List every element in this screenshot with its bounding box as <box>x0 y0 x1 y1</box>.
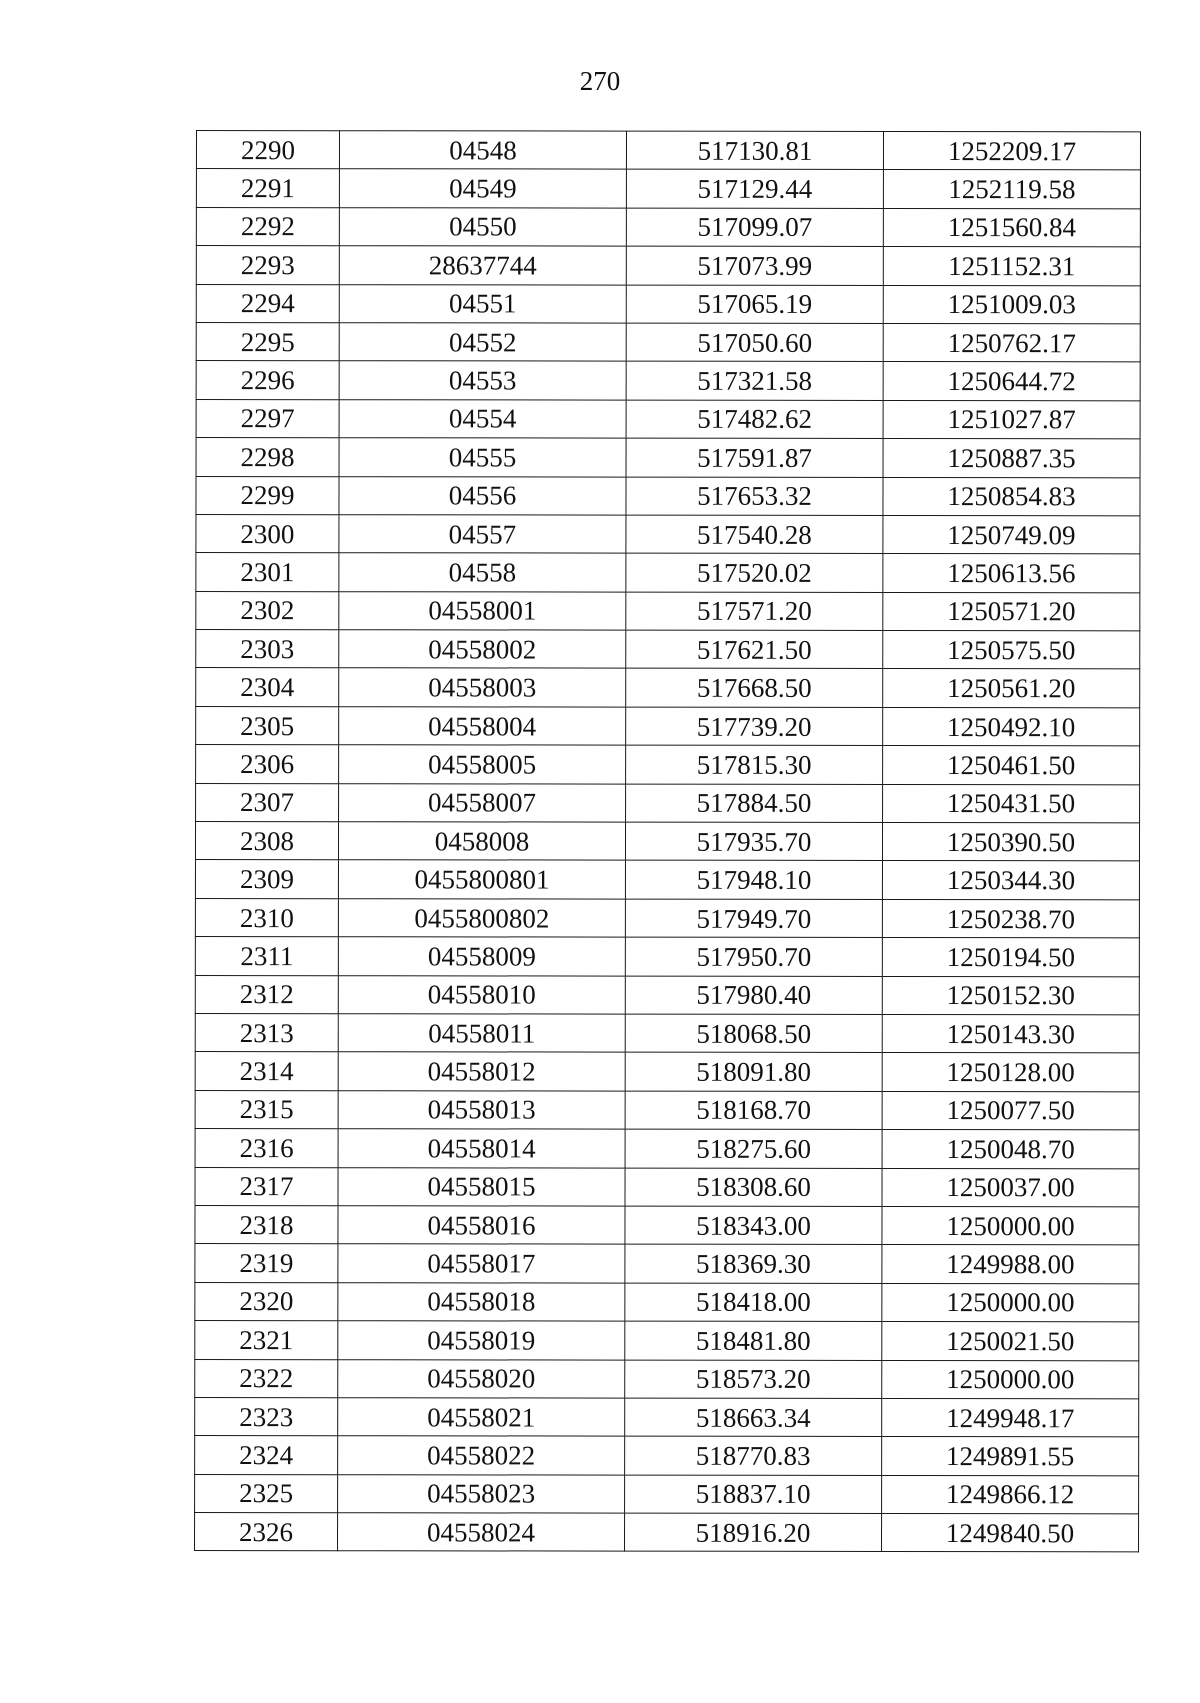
table-row <box>195 1129 1139 1169</box>
x-coordinate-cell: 517950.70 <box>625 937 882 976</box>
x-coordinate-cell: 518418.00 <box>625 1283 882 1322</box>
point-id-cell: 0458008 <box>338 822 625 861</box>
y-coordinate-cell: 1250344.30 <box>882 861 1139 900</box>
y-coordinate-cell: 1251027.87 <box>883 400 1140 439</box>
point-id-cell: 04548 <box>339 131 626 170</box>
x-coordinate-cell: 517949.70 <box>625 899 882 938</box>
row-index-cell: 2326 <box>195 1513 338 1552</box>
table-row <box>196 783 1140 823</box>
table-body <box>195 131 1141 1553</box>
table-row <box>196 246 1140 286</box>
y-coordinate-cell: 1252209.17 <box>883 131 1140 170</box>
row-index-cell: 2307 <box>196 783 339 822</box>
row-index-cell: 2323 <box>195 1397 338 1436</box>
y-coordinate-cell: 1250390.50 <box>882 822 1139 861</box>
row-index-cell: 2298 <box>196 438 339 477</box>
table-row <box>196 284 1140 324</box>
point-id-cell: 04550 <box>339 207 626 246</box>
table-row <box>195 1167 1139 1207</box>
x-coordinate-cell: 518068.50 <box>625 1014 882 1053</box>
x-coordinate-cell: 517948.10 <box>625 861 882 900</box>
y-coordinate-cell: 1250000.00 <box>882 1283 1139 1322</box>
table-row <box>195 975 1139 1015</box>
y-coordinate-cell: 1250000.00 <box>882 1206 1139 1245</box>
row-index-cell: 2292 <box>196 207 339 246</box>
y-coordinate-cell: 1250575.50 <box>883 631 1140 670</box>
x-coordinate-cell: 517571.20 <box>626 592 883 631</box>
point-id-cell: 04558024 <box>338 1513 625 1552</box>
row-index-cell: 2310 <box>195 898 338 937</box>
row-index-cell: 2300 <box>196 514 339 553</box>
x-coordinate-cell: 517065.19 <box>626 285 883 324</box>
row-index-cell: 2319 <box>195 1244 338 1283</box>
y-coordinate-cell: 1252119.58 <box>883 170 1140 209</box>
row-index-cell: 2304 <box>196 668 339 707</box>
table-row <box>195 898 1139 938</box>
row-index-cell: 2311 <box>195 937 338 976</box>
y-coordinate-cell: 1249891.55 <box>882 1437 1139 1476</box>
y-coordinate-cell: 1251152.31 <box>883 247 1140 286</box>
x-coordinate-cell: 517668.50 <box>626 669 883 708</box>
row-index-cell: 2324 <box>195 1436 338 1475</box>
point-id-cell: 04558007 <box>339 783 626 822</box>
point-id-cell: 04558011 <box>338 1014 625 1053</box>
point-id-cell: 04558020 <box>338 1359 625 1398</box>
x-coordinate-cell: 518916.20 <box>625 1513 882 1552</box>
x-coordinate-cell: 518091.80 <box>625 1052 882 1091</box>
x-coordinate-cell: 518275.60 <box>625 1129 882 1168</box>
point-id-cell: 04558023 <box>338 1474 625 1513</box>
table-row <box>195 860 1139 900</box>
point-id-cell: 04558010 <box>338 975 625 1014</box>
point-id-cell: 04558014 <box>338 1129 625 1168</box>
row-index-cell: 2308 <box>195 822 338 861</box>
y-coordinate-cell: 1250887.35 <box>883 439 1140 478</box>
point-id-cell: 04557 <box>339 515 626 554</box>
x-coordinate-cell: 517482.62 <box>626 400 883 439</box>
table-row <box>196 438 1140 478</box>
x-coordinate-cell: 517129.44 <box>626 169 883 208</box>
table-row <box>195 1321 1139 1361</box>
point-id-cell: 04558012 <box>338 1052 625 1091</box>
x-coordinate-cell: 518663.34 <box>625 1398 882 1437</box>
x-coordinate-cell: 518168.70 <box>625 1091 882 1130</box>
y-coordinate-cell: 1250128.00 <box>882 1053 1139 1092</box>
x-coordinate-cell: 517621.50 <box>626 630 883 669</box>
point-id-cell: 04552 <box>339 323 626 362</box>
y-coordinate-cell: 1250854.83 <box>883 477 1140 516</box>
y-coordinate-cell: 1250644.72 <box>883 362 1140 401</box>
point-id-cell: 04558021 <box>338 1398 625 1437</box>
table-row <box>195 1090 1139 1130</box>
row-index-cell: 2296 <box>196 361 339 400</box>
table-row <box>195 1474 1139 1514</box>
row-index-cell: 2293 <box>196 246 339 285</box>
point-id-cell: 04558 <box>339 553 626 592</box>
row-index-cell: 2301 <box>196 553 339 592</box>
table-row <box>196 361 1140 401</box>
point-id-cell: 04558002 <box>339 630 626 669</box>
x-coordinate-cell: 517653.32 <box>626 477 883 516</box>
x-coordinate-cell: 517130.81 <box>626 131 883 170</box>
table-row <box>195 1052 1139 1092</box>
point-id-cell: 04558015 <box>338 1167 625 1206</box>
y-coordinate-cell: 1250037.00 <box>882 1168 1139 1207</box>
row-index-cell: 2325 <box>195 1474 338 1513</box>
coordinates-table-container <box>194 130 1140 1553</box>
y-coordinate-cell: 1251560.84 <box>883 208 1140 247</box>
y-coordinate-cell: 1250077.50 <box>882 1091 1139 1130</box>
x-coordinate-cell: 517980.40 <box>625 976 882 1015</box>
point-id-cell: 04551 <box>339 284 626 323</box>
point-id-cell: 04553 <box>339 361 626 400</box>
y-coordinate-cell: 1250238.70 <box>882 899 1139 938</box>
x-coordinate-cell: 518573.20 <box>625 1360 882 1399</box>
point-id-cell: 04558005 <box>339 745 626 784</box>
row-index-cell: 2316 <box>195 1129 338 1168</box>
row-index-cell: 2306 <box>196 745 339 784</box>
point-id-cell: 0455800801 <box>338 860 625 899</box>
x-coordinate-cell: 518837.10 <box>625 1475 882 1514</box>
row-index-cell: 2315 <box>195 1090 338 1129</box>
row-index-cell: 2321 <box>195 1321 338 1360</box>
y-coordinate-cell: 1250194.50 <box>882 938 1139 977</box>
table-row <box>196 399 1140 439</box>
table-row <box>195 1359 1139 1399</box>
row-index-cell: 2299 <box>196 476 339 515</box>
table-row <box>196 706 1140 746</box>
x-coordinate-cell: 517520.02 <box>626 553 883 592</box>
y-coordinate-cell: 1251009.03 <box>883 285 1140 324</box>
table-row <box>196 630 1140 670</box>
table-row <box>195 1436 1139 1476</box>
table-row <box>196 668 1140 708</box>
row-index-cell: 2312 <box>195 975 338 1014</box>
table-row <box>196 131 1140 171</box>
row-index-cell: 2305 <box>196 706 339 745</box>
y-coordinate-cell: 1249840.50 <box>882 1514 1139 1553</box>
table-row <box>195 937 1139 977</box>
table-row <box>195 1513 1139 1553</box>
x-coordinate-cell: 517099.07 <box>626 208 883 247</box>
x-coordinate-cell: 518369.30 <box>625 1244 882 1283</box>
y-coordinate-cell: 1250021.50 <box>882 1322 1139 1361</box>
x-coordinate-cell: 517540.28 <box>626 515 883 554</box>
row-index-cell: 2295 <box>196 322 339 361</box>
x-coordinate-cell: 518308.60 <box>625 1168 882 1207</box>
point-id-cell: 04555 <box>339 438 626 477</box>
point-id-cell: 04554 <box>339 399 626 438</box>
y-coordinate-cell: 1250461.50 <box>883 746 1140 785</box>
y-coordinate-cell: 1250749.09 <box>883 515 1140 554</box>
point-id-cell: 04558001 <box>339 591 626 630</box>
table-row <box>195 1013 1139 1053</box>
x-coordinate-cell: 517739.20 <box>626 707 883 746</box>
point-id-cell: 04549 <box>339 169 626 208</box>
point-id-cell: 04558022 <box>338 1436 625 1475</box>
row-index-cell: 2291 <box>196 169 339 208</box>
x-coordinate-cell: 517935.70 <box>625 822 882 861</box>
page-number: 270 <box>579 66 621 96</box>
row-index-cell: 2294 <box>196 284 339 323</box>
x-coordinate-cell: 517815.30 <box>626 745 883 784</box>
y-coordinate-cell: 1250762.17 <box>883 323 1140 362</box>
y-coordinate-cell: 1250048.70 <box>882 1130 1139 1169</box>
table-row <box>196 207 1140 247</box>
y-coordinate-cell: 1250431.50 <box>883 784 1140 823</box>
table-row <box>196 514 1140 554</box>
row-index-cell: 2297 <box>196 399 339 438</box>
point-id-cell: 0455800802 <box>338 899 625 938</box>
coordinates-table <box>194 130 1141 1553</box>
row-index-cell: 2290 <box>196 131 339 170</box>
table-row <box>196 322 1140 362</box>
table-row <box>195 822 1139 862</box>
row-index-cell: 2318 <box>195 1205 338 1244</box>
y-coordinate-cell: 1250000.00 <box>882 1360 1139 1399</box>
point-id-cell: 28637744 <box>339 246 626 285</box>
table-row <box>195 1397 1139 1437</box>
x-coordinate-cell: 517884.50 <box>626 784 883 823</box>
table-row <box>196 553 1140 593</box>
y-coordinate-cell: 1250561.20 <box>883 669 1140 708</box>
y-coordinate-cell: 1250613.56 <box>883 554 1140 593</box>
row-index-cell: 2313 <box>195 1013 338 1052</box>
table-row <box>195 1244 1139 1284</box>
table-row <box>195 1205 1139 1245</box>
y-coordinate-cell: 1250143.30 <box>882 1014 1139 1053</box>
point-id-cell: 04558016 <box>338 1206 625 1245</box>
row-index-cell: 2309 <box>195 860 338 899</box>
row-index-cell: 2322 <box>195 1359 338 1398</box>
x-coordinate-cell: 518481.80 <box>625 1321 882 1360</box>
y-coordinate-cell: 1250152.30 <box>882 976 1139 1015</box>
y-coordinate-cell: 1249988.00 <box>882 1245 1139 1284</box>
point-id-cell: 04556 <box>339 476 626 515</box>
table-row <box>196 476 1140 516</box>
y-coordinate-cell: 1249866.12 <box>882 1475 1139 1514</box>
x-coordinate-cell: 517050.60 <box>626 323 883 362</box>
row-index-cell: 2314 <box>195 1052 338 1091</box>
point-id-cell: 04558009 <box>338 937 625 976</box>
row-index-cell: 2317 <box>195 1167 338 1206</box>
row-index-cell: 2303 <box>196 630 339 669</box>
point-id-cell: 04558003 <box>339 668 626 707</box>
point-id-cell: 04558017 <box>338 1244 625 1283</box>
row-index-cell: 2320 <box>195 1282 338 1321</box>
x-coordinate-cell: 517073.99 <box>626 246 883 285</box>
row-index-cell: 2302 <box>196 591 339 630</box>
table-row <box>195 1282 1139 1322</box>
table-row <box>196 745 1140 785</box>
y-coordinate-cell: 1249948.17 <box>882 1398 1139 1437</box>
x-coordinate-cell: 517321.58 <box>626 361 883 400</box>
x-coordinate-cell: 517591.87 <box>626 438 883 477</box>
point-id-cell: 04558013 <box>338 1090 625 1129</box>
y-coordinate-cell: 1250571.20 <box>883 592 1140 631</box>
x-coordinate-cell: 518770.83 <box>625 1436 882 1475</box>
x-coordinate-cell: 518343.00 <box>625 1206 882 1245</box>
point-id-cell: 04558004 <box>339 707 626 746</box>
table-row <box>196 591 1140 631</box>
y-coordinate-cell: 1250492.10 <box>883 707 1140 746</box>
table-row <box>196 169 1140 209</box>
point-id-cell: 04558018 <box>338 1282 625 1321</box>
point-id-cell: 04558019 <box>338 1321 625 1360</box>
